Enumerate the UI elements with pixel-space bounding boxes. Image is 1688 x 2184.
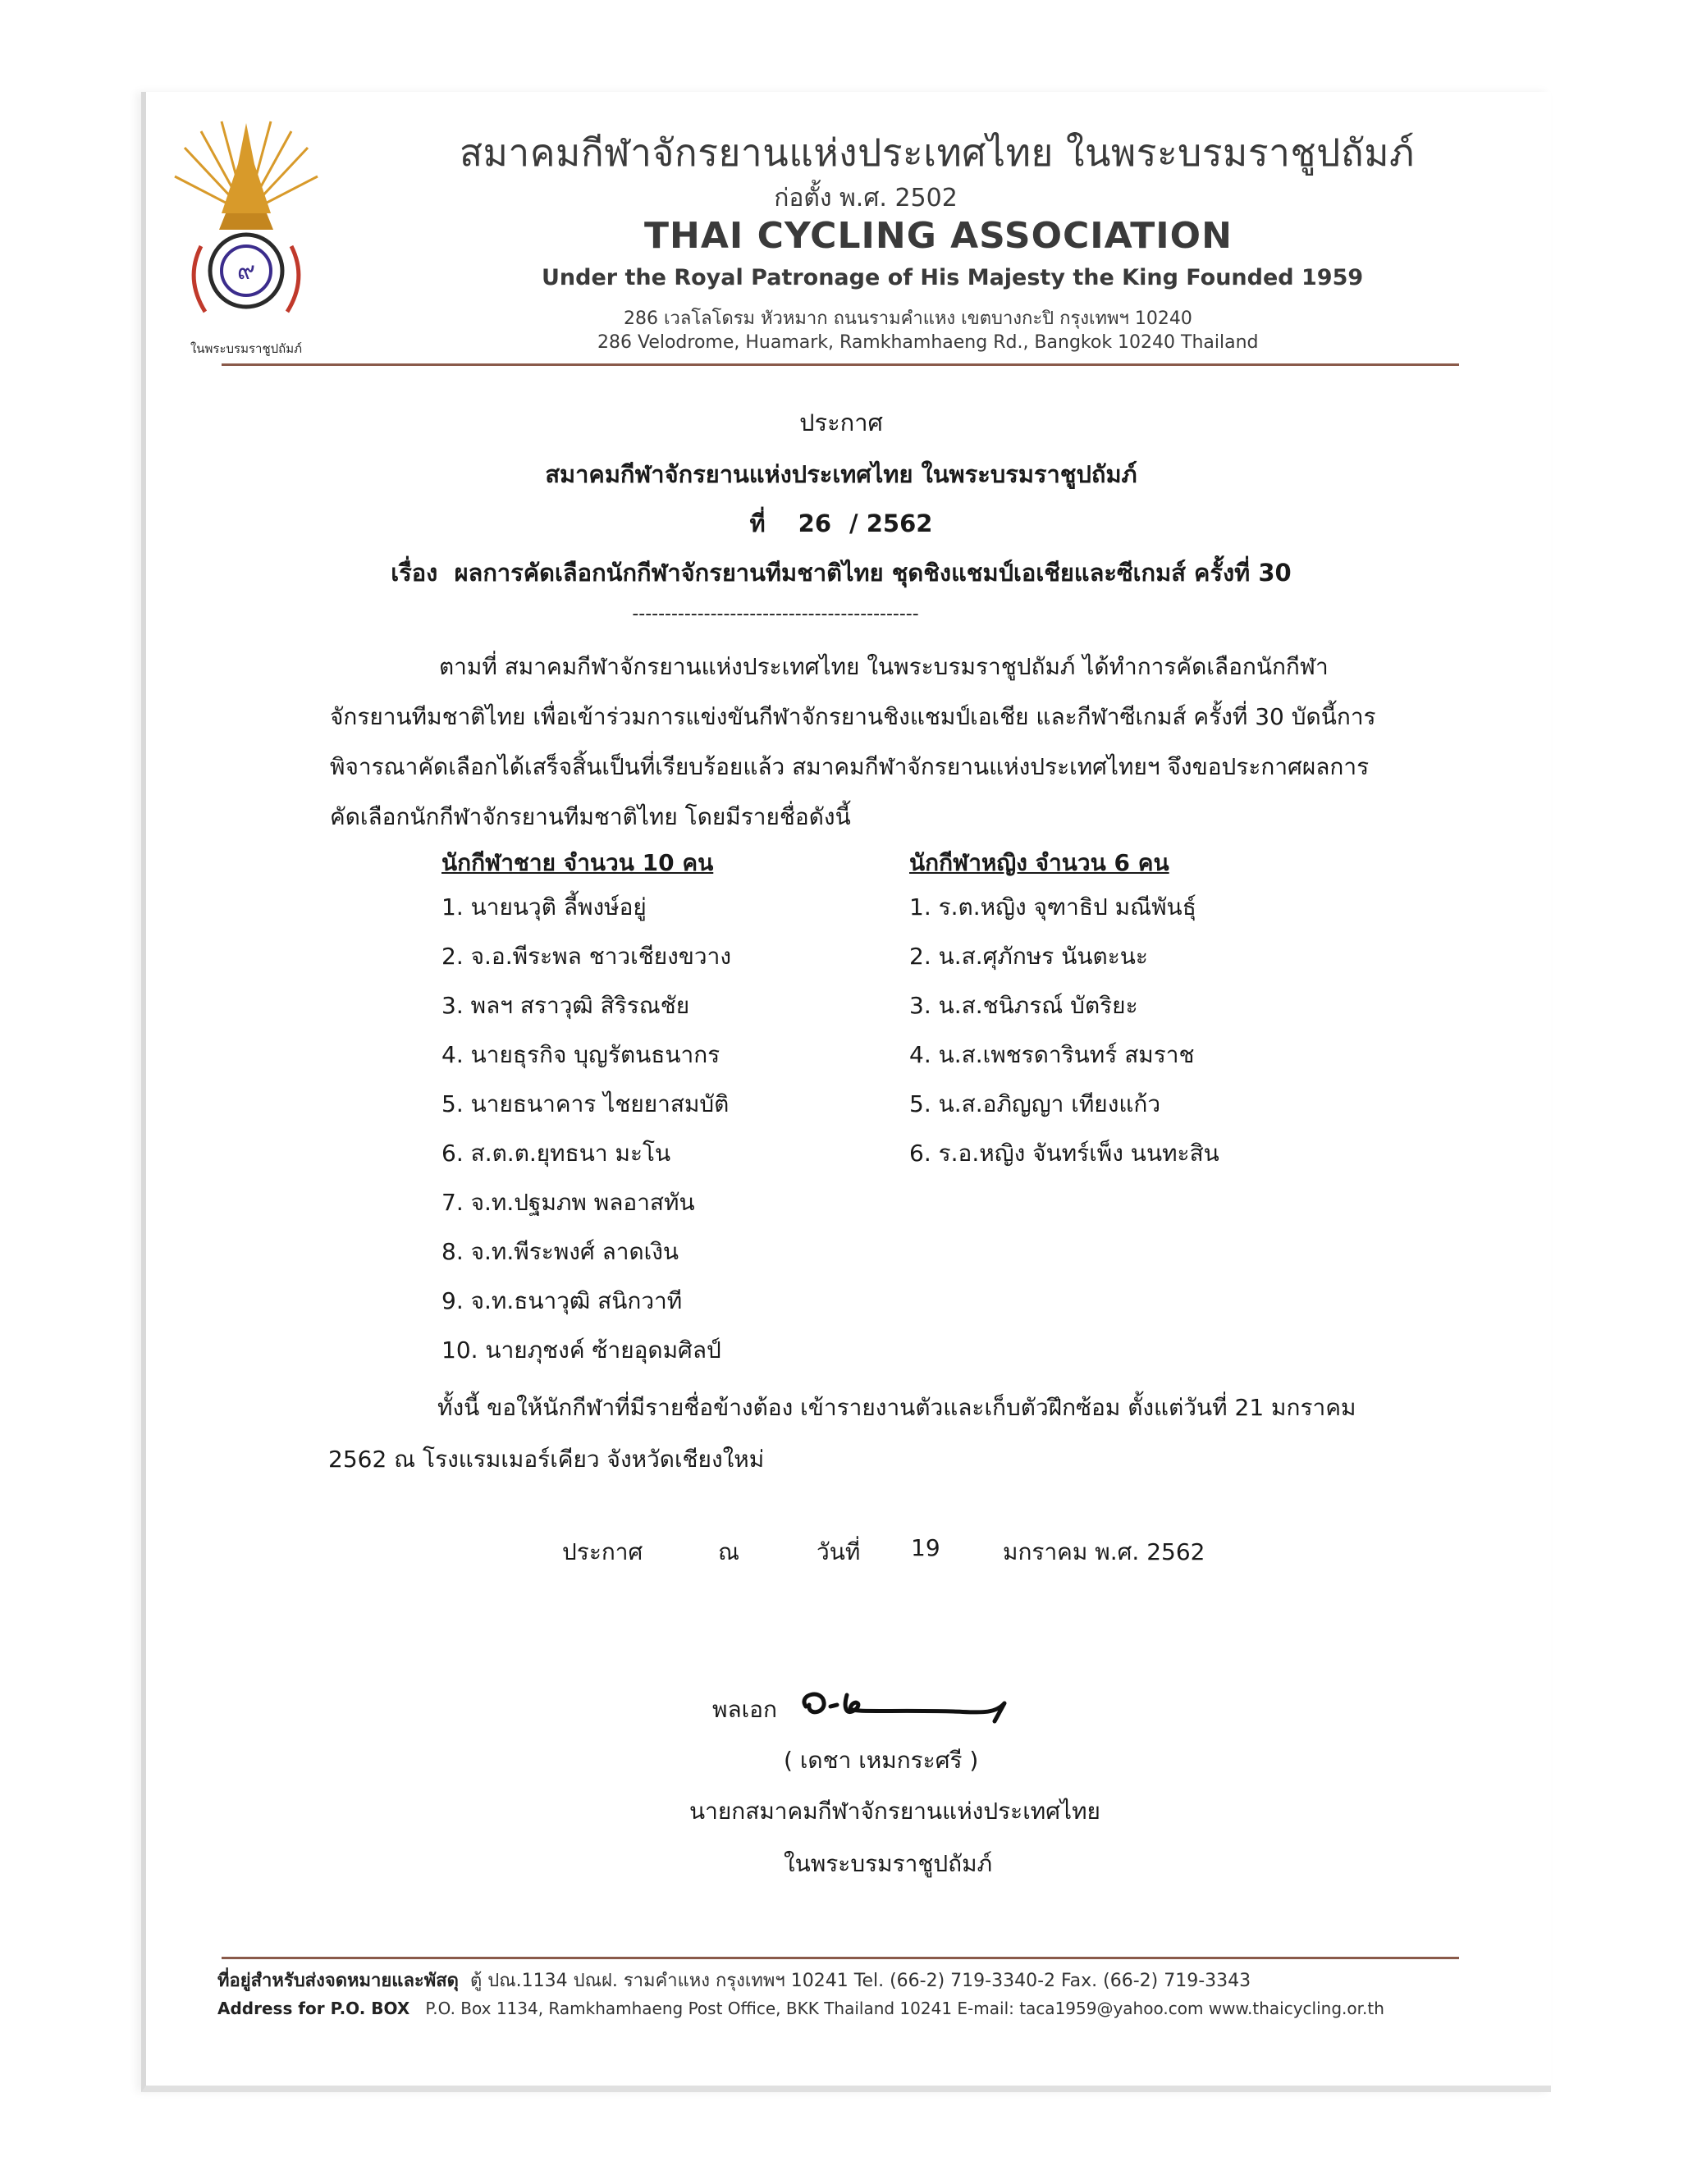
list-item: 1. ร.ต.หญิง จุฑาธิป มณีพันธุ์ — [909, 893, 1196, 921]
list-item: 10. นายภุชงค์ ซ้ายอุดมศิลป์ — [441, 1336, 721, 1364]
announcement-org: สมาคมกีฬาจักรยานแห่งประเทศไทย ในพระบรมราชูปถัมภ์ — [545, 460, 1137, 488]
letterhead-patronage: Under the Royal Patronage of His Majesty the King Founded 1959 — [542, 265, 1364, 290]
list-item: 5. นายธนาคาร ไชยยาสมบัติ — [441, 1090, 730, 1117]
body-paragraph — [330, 642, 1380, 842]
signature-mark — [789, 1674, 1013, 1731]
list-item: 8. จ.ท.พีระพงศ์ ลาดเงิน — [441, 1238, 679, 1265]
announcement-number: ที่ 26 / 2562 — [749, 509, 933, 537]
subject-divider: -------------------------------------------- — [632, 604, 919, 624]
date-day: 19 — [911, 1534, 940, 1561]
footer-divider — [222, 1957, 1459, 1959]
letterhead-divider — [222, 363, 1459, 366]
signatory-name: ( เดชา เหมกระศรี ) — [784, 1747, 979, 1774]
list-item: 5. น.ส.อภิญญา เทียงแก้ว — [909, 1090, 1161, 1117]
date-day-label: วันที่ — [817, 1538, 861, 1565]
men-heading: นักกีฬาชาย จำนวน 10 คน — [441, 849, 714, 876]
footer-address-en: Address for P.O. BOX P.O. Box 1134, Ramkhamhaeng Post Office, BKK Thailand 10241 E-mail: taca1959@yahoo.com www.thaicycling.or.th — [217, 1999, 1384, 2018]
list-item: 3. พลฯ สราวุฒิ สิริรณชัย — [441, 992, 690, 1019]
announcement-subject: เรื่อง ผลการคัดเลือกนักกีฬาจักรยานทีมชาติไทย ชุดชิงแชมป์เอเชียและซีเกมส์ ครั้งที่ 30 — [391, 559, 1292, 587]
svg-text:ในพระบรมราชูปถัมภ์: ในพระบรมราชูปถัมภ์ — [190, 341, 303, 356]
body-line: จักรยานทีมชาติไทย เพื่อเข้าร่วมการแข่งขันกีฬาจักรยานชิงแชมป์เอเชีย และกีฬาซีเกมส์ ครั้งที่ 30 บัดนี้การ — [330, 703, 1376, 730]
women-heading: นักกีฬาหญิง จำนวน 6 คน — [909, 849, 1169, 876]
closing-line: 2562 ณ โรงแรมเมอร์เคียว จังหวัดเชียงใหม่ — [328, 1446, 765, 1473]
letterhead-founded: ก่อตั้ง พ.ศ. 2502 — [774, 184, 958, 212]
list-item: 7. จ.ท.ปฐมภพ พลอาสทัน — [441, 1189, 695, 1216]
letterhead-name-en: THAI CYCLING ASSOCIATION — [644, 215, 1233, 257]
list-item: 6. ร.อ.หญิง จันทร์เพ็ง นนทะสิน — [909, 1140, 1219, 1167]
date-month-year: มกราคม พ.ศ. 2562 — [1003, 1538, 1205, 1565]
body-line: ตามที่ สมาคมกีฬาจักรยานแห่งประเทศไทย ในพระบรมราชูปถัมภ์ ได้ทำการคัดเลือกนักกีฬา — [439, 653, 1329, 680]
signatory-rank: พลเอก — [712, 1696, 777, 1723]
list-item: 2. จ.อ.พีระพล ชาวเชียงขวาง — [441, 943, 732, 970]
date-label: ประกาศ — [562, 1538, 643, 1565]
men-list — [441, 883, 731, 1375]
letterhead-address-en: 286 Velodrome, Huamark, Ramkhamhaeng Rd., Bangkok 10240 Thailand — [597, 332, 1259, 353]
list-item: 4. น.ส.เพชรดารินทร์ สมราช — [909, 1041, 1195, 1068]
association-logo — [168, 115, 324, 361]
letterhead-name-th: สมาคมกีฬาจักรยานแห่งประเทศไทย ในพระบรมราชูปถัมภ์ — [460, 130, 1415, 175]
svg-text:๙: ๙ — [237, 257, 255, 286]
body-line: คัดเลือกนักกีฬาจักรยานทีมชาติไทย โดยมีรายชื่อดังนี้ — [330, 803, 851, 830]
list-item: 6. ส.ต.ต.ยุทธนา มะโน — [441, 1140, 671, 1167]
signatory-position-line2: ในพระบรมราชูปถัมภ์ — [784, 1850, 993, 1877]
women-list — [909, 883, 1219, 1178]
list-item: 2. น.ส.ศุภักษร นันตะนะ — [909, 943, 1148, 970]
body-line: พิจารณาคัดเลือกได้เสร็จสิ้นเป็นที่เรียบร้อยแล้ว สมาคมกีฬาจักรยานแห่งประเทศไทยฯ จึงขอประกาศผลการ — [330, 753, 1370, 780]
list-item: 1. นายนวุติ ลี้พงษ์อยู่ — [441, 893, 647, 921]
document-sheet — [141, 92, 1551, 2092]
list-item: 3. น.ส.ชนิภรณ์ บัตริยะ — [909, 992, 1138, 1019]
signatory-position: นายกสมาคมกีฬาจักรยานแห่งประเทศไทย — [689, 1798, 1100, 1825]
footer-address-th: ที่อยู่สำหรับส่งจดหมายและพัสดุ ตู้ ปณ.1134 ปณฝ. รามคำแหง กรุงเทพฯ 10241 Tel. (66-2) 719-3340-2 Fax. (66-2) 719-3343 — [217, 1971, 1251, 1991]
letterhead-address-th: 286 เวลโลโดรม หัวหมาก ถนนรามคำแหง เขตบางกะปิ กรุงเทพฯ 10240 — [624, 308, 1192, 329]
list-item: 4. นายธุรกิจ บุญรัตนธนากร — [441, 1041, 720, 1068]
closing-line: ทั้งนี้ ขอให้นักกีฬาที่มีรายชื่อข้างต้อง เข้ารายงานตัวและเก็บตัวฝึกซ้อม ตั้งแต่วันที่ 21 มกราคม — [437, 1394, 1356, 1421]
closing-paragraph — [328, 1382, 1387, 1485]
date-at: ณ — [718, 1538, 739, 1565]
list-item: 9. จ.ท.ธนาวุฒิ สนิกวาที — [441, 1287, 683, 1314]
announcement-title: ประกาศ — [799, 409, 883, 436]
